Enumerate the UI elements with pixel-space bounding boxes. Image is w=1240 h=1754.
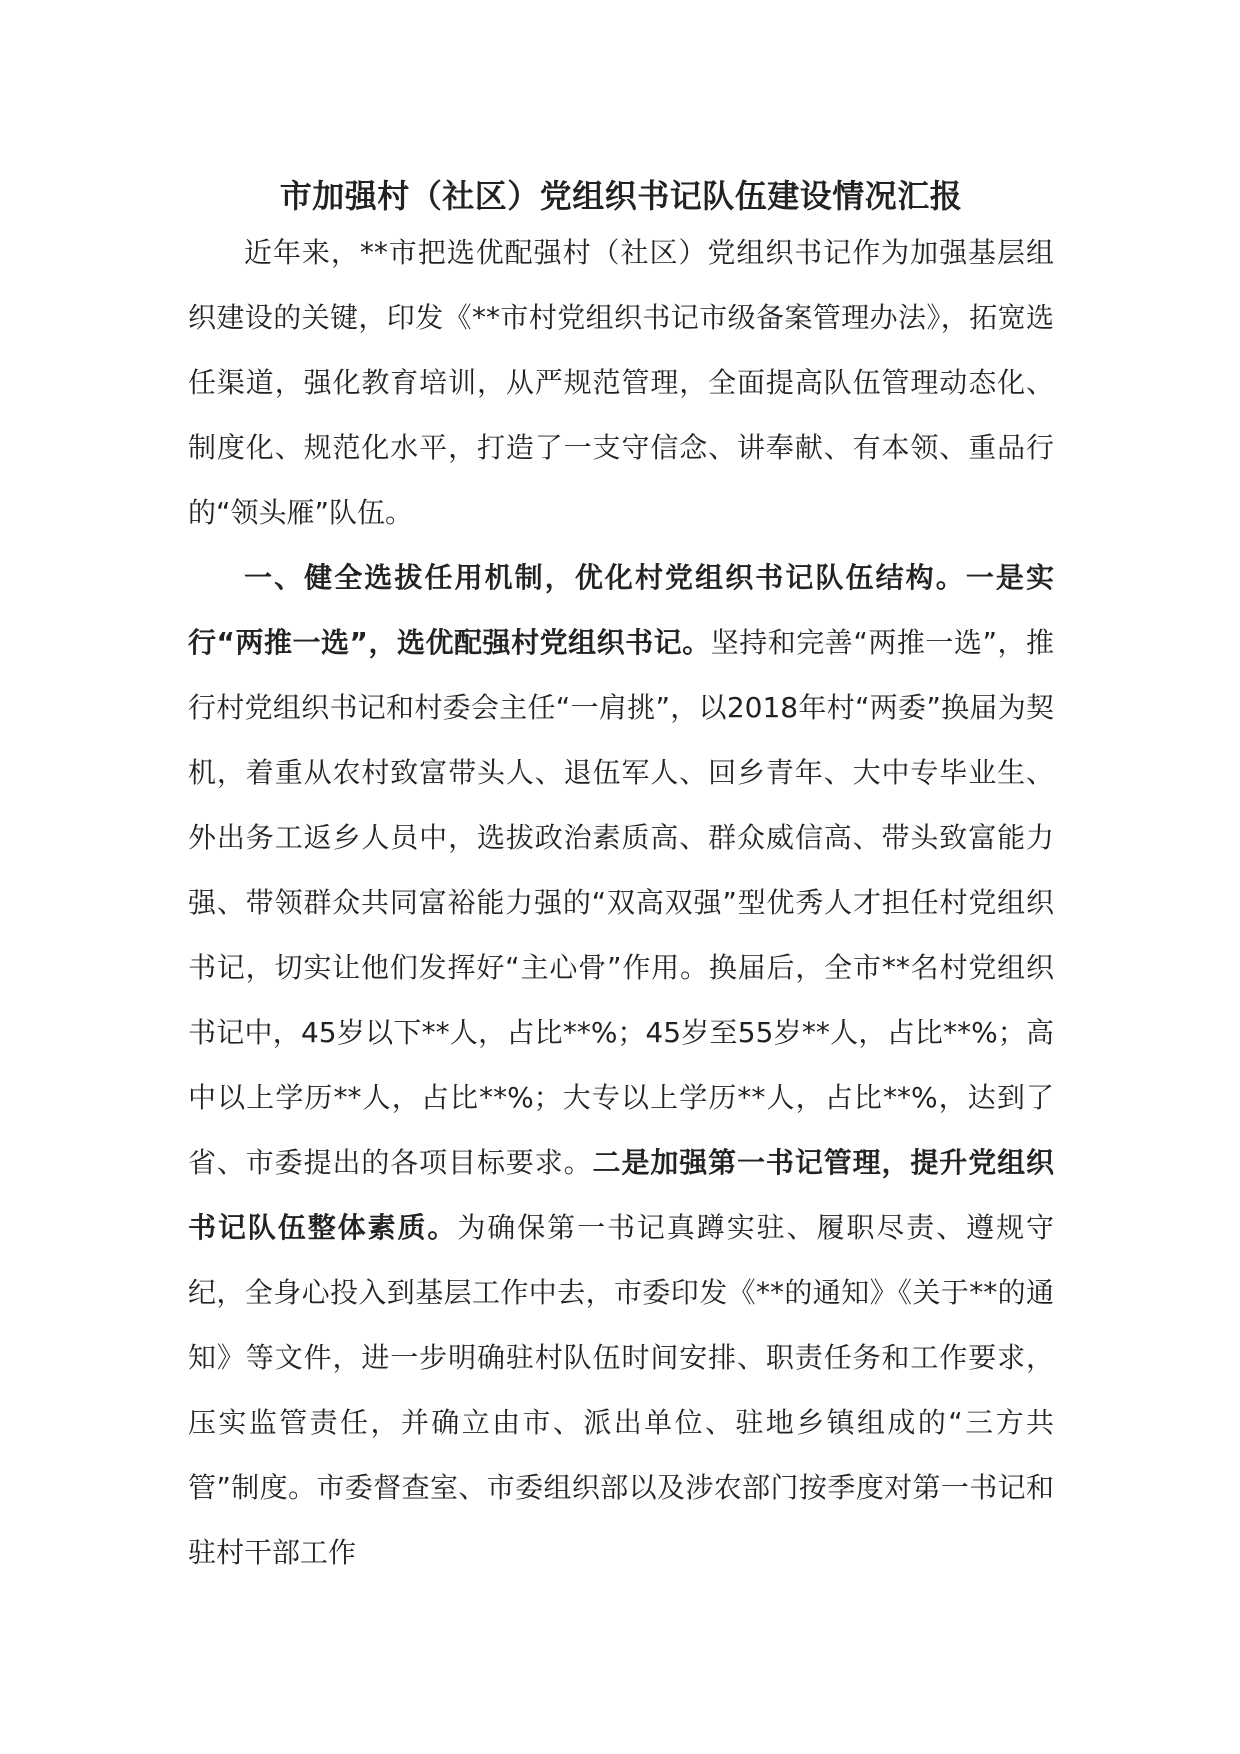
- intro-paragraph: 近年来，**市把选优配强村（社区）党组织书记作为加强基层组织建设的关键，印发《**市村党组织书记市级备案管理办法》，拓宽选任渠道，强化教育培训，从严规范管理，全面提高队伍管理动态化、制度化、规范化水平，打造了一支守信念、讲奉献、有本领、重品行的“领头雁”队伍。: [188, 236, 1054, 529]
- point-2-body: 为确保第一书记真蹲实驻、履职尽责、遵规守纪，全身心投入到基层工作中去，市委印发《**的通知》《关于**的通知》等文件，进一步明确驻村队伍时间安排、职责任务和工作要求，压实监管责任，并确立由市、派出单位、驻地乡镇组成的“三方共管”制度。市委督查室、市委组织部以及涉农部门按季度对第一书记和驻村干部工作: [188, 1211, 1054, 1569]
- section-1-paragraph: [188, 545, 1054, 1585]
- point-2-heading: 二是加强第一书记管理，提升党组织书记队伍整体素质。: [188, 1146, 1054, 1244]
- point-1-body: 坚持和完善“两推一选”，推行村党组织书记和村委会主任“一肩挑”，以2018年村“两委”换届为契机，着重从农村致富带头人、退伍军人、回乡青年、大中专毕业生、外出务工返乡人员中，选拔政治素质高、群众威信高、带头致富能力强、带领群众共同富裕能力强的“双高双强”型优秀人才担任村党组织书记，切实让他们发挥好“主心骨”作用。换届后，全市**名村党组织书记中，45岁以下**人，占比**%；45岁至55岁**人，占比**%；高中以上学历**人，占比**%；大专以上学历**人，占比**%，达到了省、市委提出的各项目标要求。: [188, 626, 1054, 1179]
- document-page: [188, 172, 1054, 1585]
- point-1-heading: 一是实行“两推一选”，选优配强村党组织书记。: [188, 561, 1054, 659]
- document-title: 市加强村（社区）党组织书记队伍建设情况汇报: [279, 177, 963, 215]
- section-1-heading: 一、健全选拔任用机制，优化村党组织书记队伍结构。: [244, 561, 966, 594]
